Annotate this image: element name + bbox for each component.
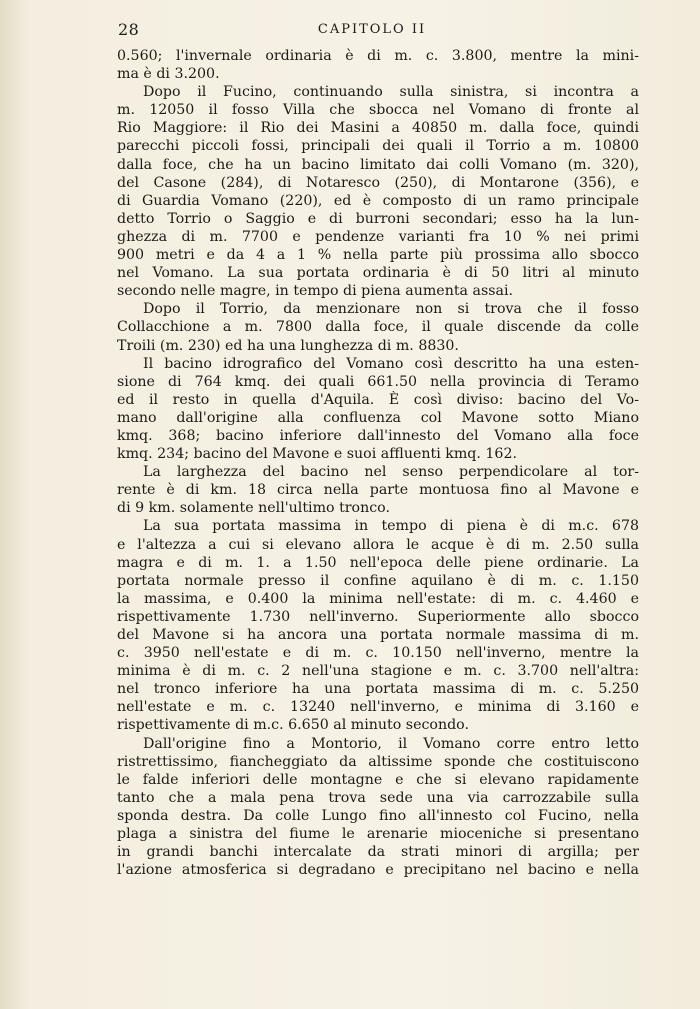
text-line: plaga a sinistra del fiume le arenarie mioceniche si presentano — [117, 826, 639, 843]
text-line: ma è di 3.200. — [117, 66, 220, 83]
text-line: l'azione atmosferica si degradano e precipitano nel bacino e nella — [117, 862, 639, 879]
text-line: magra e di m. 1. a 1.50 nell'epoca delle piene ordinarie. La — [117, 554, 639, 571]
body-text — [117, 47, 639, 879]
text-line: Dall'origine fino a Montorio, il Vomano corre entro letto — [143, 735, 639, 752]
text-line: e l'altezza a cui si elevano allora le acque è di m. 2.50 sulla — [117, 536, 639, 553]
text-line: ed il resto in quella d'Aquila. È così diviso: bacino del Vo- — [117, 391, 639, 408]
text-line: rente è di km. 18 circa nella parte montuosa fino al Mavone e — [117, 482, 639, 499]
text-line: ristrettissimo, fiancheggiato da altissime sponde che costituiscono — [117, 753, 639, 770]
text-line: Il bacino idrografico del Vomano così descritto ha una esten- — [143, 355, 639, 372]
text-line: Troili (m. 230) ed ha una lunghezza di m. 8830. — [117, 337, 459, 354]
text-line: portata normale presso il confine aquilano è di m. c. 1.150 — [117, 572, 639, 589]
text-line: minima è di m. c. 2 nell'una stagione e m. c. 3.700 nell'altra: — [117, 663, 639, 680]
text-line: c. 3950 nell'estate e di m. c. 10.150 nell'inverno, mentre la — [117, 645, 639, 662]
text-line: nell'estate e m. c. 13240 nell'inverno, e minima di 3.160 e — [117, 699, 639, 716]
text-line: nel Vomano. La sua portata ordinaria è di 50 litri al minuto — [117, 265, 639, 282]
text-line: m. 12050 il fosso Villa che sbocca nel Vomano di fronte al — [117, 102, 639, 119]
text-line: ghezza di m. 7700 e pendenze varianti fra 10 % nei primi — [117, 228, 639, 245]
text-line: dalla foce, che ha un bacino limitato dai colli Vomano (m. 320), — [117, 156, 639, 173]
text-line: mano dall'origine alla confluenza col Mavone sotto Miano — [117, 409, 639, 426]
text-line: Dopo il Torrio, da menzionare non si trova che il fosso — [143, 301, 639, 318]
text-line: sponda destra. Da colle Lungo fino all'innesto col Fucino, nella — [117, 807, 639, 824]
text-line: di 9 km. solamente nell'ultimo tronco. — [117, 500, 390, 517]
text-line: 900 metri e da 4 a 1 % nella parte più prossima allo sbocco — [117, 247, 639, 264]
text-line: in grandi banchi intercalate da strati minori di argilla; per — [117, 844, 639, 861]
text-line: sione di 764 kmq. dei quali 661.50 nella provincia di Teramo — [117, 373, 639, 390]
text-line: parecchi piccoli fossi, principali dei quali il Torrio a m. 10800 — [117, 138, 639, 155]
text-line: le falde inferiori delle montagne e che si elevano rapidamente — [117, 771, 639, 788]
text-line: Rio Maggiore: il Rio dei Masini a 40850 m. dalla foce, quindi — [117, 120, 639, 137]
text-line: secondo nelle magre, in tempo di piena aumenta assai. — [117, 283, 514, 300]
text-line: nel tronco inferiore ha una portata massima di m. c. 5.250 — [117, 681, 639, 698]
text-line: tanto che a mala pena trova sede una via carrozzabile sulla — [117, 789, 639, 806]
text-line: kmq. 368; bacino inferiore dall'innesto del Vomano alla foce — [117, 427, 639, 444]
text-line: La sua portata massima in tempo di piena è di m.c. 678 — [143, 518, 639, 535]
page-header — [118, 20, 626, 44]
text-line: del Casone (284), di Notaresco (250), di Montarone (356), e — [117, 174, 639, 191]
text-line: Dopo il Fucino, continuando sulla sinistra, si incontra a — [143, 84, 639, 101]
text-line: di Guardia Vomano (220), ed è composto di un ramo principale — [117, 192, 639, 209]
text-line: rispettivamente di m.c. 6.650 al minuto secondo. — [117, 717, 469, 734]
text-line: detto Torrio o Saggio e di burroni secondari; esso ha la lun- — [117, 210, 639, 227]
text-line: La larghezza del bacino nel senso perpendicolare al tor- — [143, 464, 639, 481]
text-line: 0.560; l'invernale ordinaria è di m. c. 3.800, mentre la mini- — [117, 48, 639, 64]
text-line: del Mavone si ha ancora una portata normale massima di m. — [117, 627, 639, 643]
text-line: Collacchione a m. 7800 dalla foce, il quale discende da colle — [117, 319, 639, 336]
text-line: kmq. 234; bacino del Mavone e suoi affluenti kmq. 162. — [117, 446, 517, 463]
text-line: rispettivamente 1.730 nell'inverno. Superiormente allo sbocco — [117, 608, 639, 625]
page-number: 28 — [118, 20, 140, 39]
running-head: CAPITOLO II — [317, 22, 427, 37]
text-line: la massima, e 0.400 la minima nell'estate: di m. c. 4.460 e — [117, 590, 639, 607]
